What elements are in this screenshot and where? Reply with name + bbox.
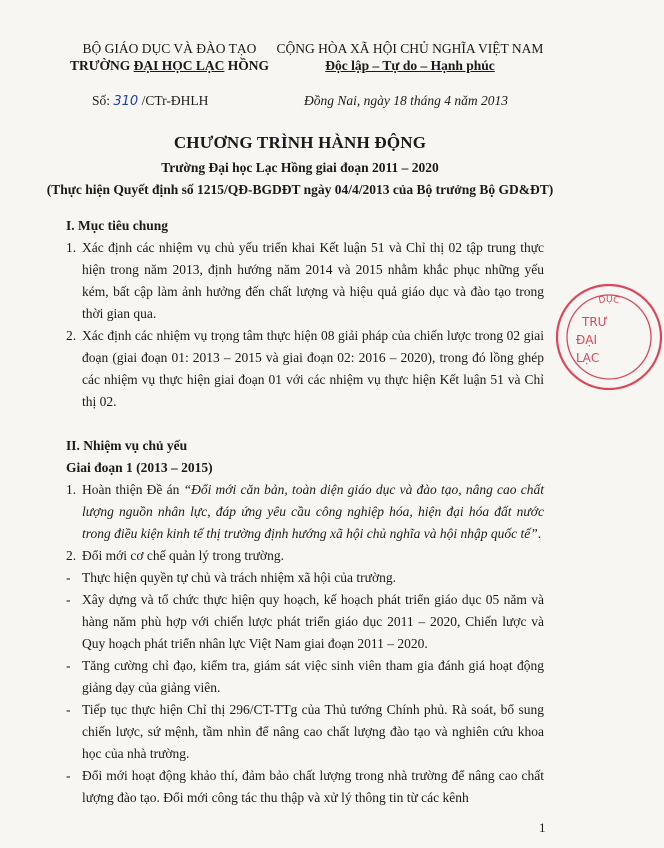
stamp-arc-text: DỤC — [597, 294, 621, 307]
section-heading: I. Mục tiêu chung — [66, 218, 169, 233]
document-body — [66, 215, 544, 809]
document-title: CHƯƠNG TRÌNH HÀNH ĐỘNG — [173, 133, 427, 152]
document-number: Số: 310 /CTr-ĐHLH — [92, 93, 209, 109]
stamp-line: TRƯ — [582, 315, 608, 329]
section-heading: II. Nhiệm vụ chủ yếu — [66, 438, 188, 453]
bullet-item: - Tiếp tục thực hiện Chỉ thị 296/CT-TTg của Thủ tướng Chính phủ. Rà soát, bổ sung chiến lược, sứ mệnh, tầm nhìn để nâng cao chất lượng đào tạo và nghiên cứu khoa học của nhà trường. — [66, 702, 544, 761]
national-motto: Độc lập – Tự do – Hạnh phúc — [325, 58, 495, 73]
document-basis: (Thực hiện Quyết định số 1215/QĐ-BGDĐT ngày 04/4/2013 của Bộ trưởng Bộ GD&ĐT) — [46, 182, 554, 197]
red-seal-stamp — [554, 282, 664, 392]
handwritten-number: 310 — [113, 94, 139, 109]
numbered-item: 2. Đổi mới cơ chế quản lý trong trường. — [66, 548, 284, 563]
numbered-item: 2. Xác định các nhiệm vụ trọng tâm thực hiện 08 giải pháp của chiến lược trong 02 giai đoạn (giai đoạn 01: 2013 – 2015 và giai đoạn 02: 2016 – 2020), trong đó lồng ghép các nhiệm vụ thực hiện giai đoạn 01 với các nhiệm vụ thực hiện Kết luận 51 và Chỉ thị 02. — [66, 328, 544, 409]
header-right — [270, 40, 550, 74]
document-subtitle: Trường Đại học Lạc Hồng giai đoạn 2011 – 2020 — [161, 160, 439, 175]
page-number: 1 — [539, 820, 546, 835]
bullet-item: - Thực hiện quyền tự chủ và trách nhiệm xã hội của trường. — [66, 570, 396, 585]
republic-name: CỘNG HÒA XÃ HỘI CHỦ NGHĨA VIỆT NAM — [276, 41, 544, 56]
stamp-line: ĐẠI — [576, 333, 598, 347]
stamp-line: LẠC — [576, 351, 600, 365]
bullet-item: - Tăng cường chỉ đạo, kiểm tra, giám sát việc sinh viên tham gia đánh giá hoạt động giảng dạy của giảng viên. — [66, 658, 544, 695]
phase-heading: Giai đoạn 1 (2013 – 2015) — [66, 460, 213, 475]
school-name: TRƯỜNG ĐẠI HỌC LẠC HỒNG — [69, 58, 270, 73]
place-date: Đồng Nai, ngày 18 tháng 4 năm 2013 — [304, 93, 508, 108]
bullet-item: - Xây dựng và tổ chức thực hiện quy hoạch, kế hoạch phát triển giáo dục 05 năm và hàng năm phù hợp với chiến lược phát triển giáo dục 2011 – 2020, Chiến lược và Quy hoạch phát triển nhân lực Việt Nam giai đoạn 2011 – 2020. — [66, 592, 544, 651]
header-left — [62, 40, 277, 74]
numbered-item: 1. Xác định các nhiệm vụ chủ yếu triển khai Kết luận 51 và Chỉ thị 02 tập trung thực hiện trong năm 2013, định hướng năm 2014 và 2015 nhằm khắc phục những yếu kém, bất cập làm ảnh hưởng đến chất lượng và hiệu quả giáo dục và đào tạo trong thời gian qua. — [66, 240, 544, 321]
bullet-item: - Đổi mới hoạt động khảo thí, đảm bảo chất lượng trong nhà trường để nâng cao chất lượng đào tạo. Đổi mới công tác thu thập và xử lý thông tin từ các kênh — [66, 768, 544, 805]
numbered-item: 1. Hoàn thiện Đề án “Đổi mới căn bản, toàn diện giáo dục và đào tạo, nâng cao chất lượng nguồn nhân lực, đáp ứng yêu cầu công nghiệp hóa, hiện đại hóa đất nước trong điều kiện kinh tế thị trường định hướng xã hội chủ nghĩa và hội nhập quốc tế”. — [66, 482, 545, 541]
ministry-name: BỘ GIÁO DỤC VÀ ĐÀO TẠO — [82, 41, 257, 56]
